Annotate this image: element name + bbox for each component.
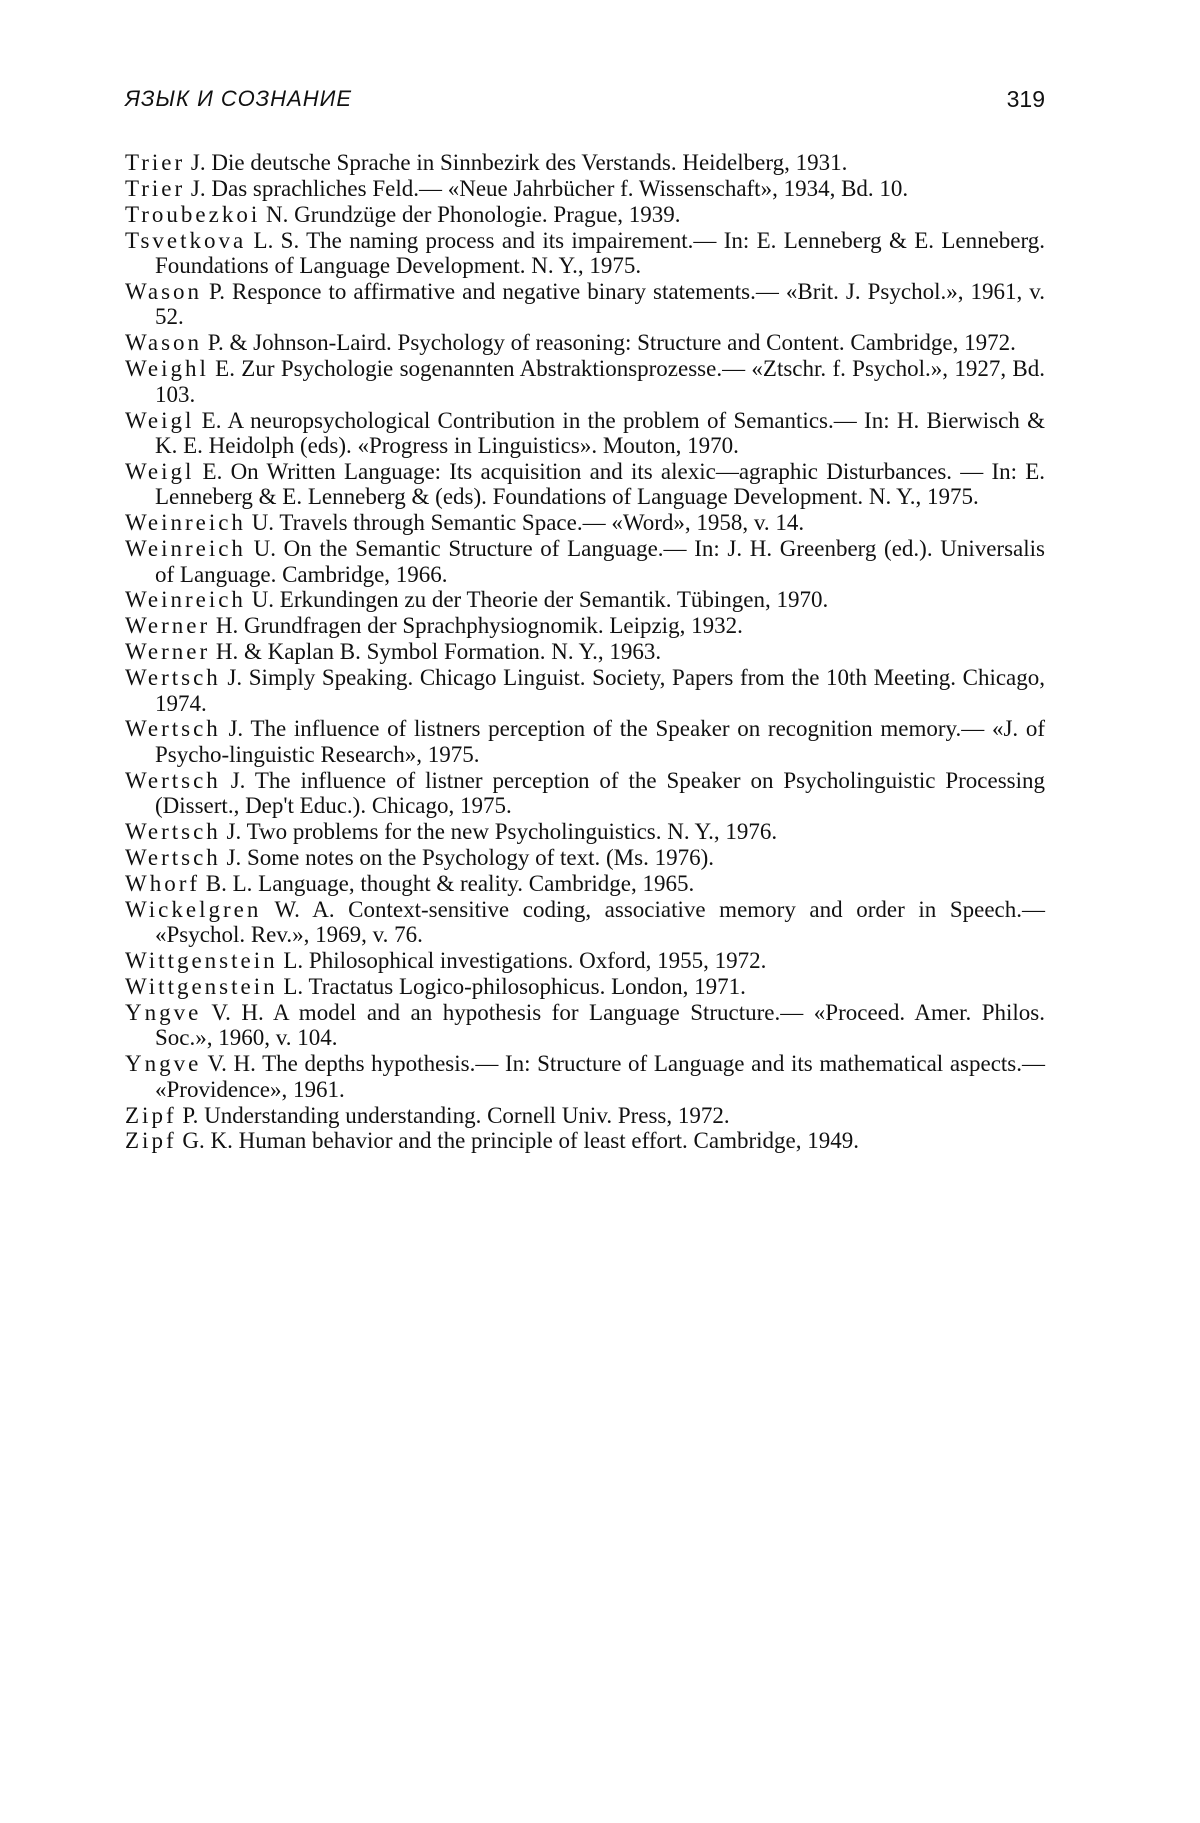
entry-text: W. A. Context-sensitive coding, associative memory and order in Speech.— «Psychol. Rev.», 1969, v. 76. — [155, 896, 1045, 948]
bibliography-entry — [125, 974, 1045, 999]
bibliography-entry — [125, 536, 1045, 587]
bibliography-entry — [125, 150, 1045, 175]
bibliography-entry — [125, 871, 1045, 896]
entry-author: Weinreich — [125, 536, 246, 562]
bibliography-entry — [125, 639, 1045, 664]
entry-author: Werner — [125, 639, 211, 665]
entry-author: Wittgenstein — [125, 948, 278, 974]
entry-author: Trier — [125, 150, 186, 175]
bibliography-entry — [125, 408, 1045, 459]
bibliography-entry — [125, 279, 1045, 330]
bibliography-entry — [125, 176, 1045, 201]
entry-text: N. Grundzüge der Phonologie. Prague, 1939. — [260, 201, 681, 227]
entry-text: P. Understanding understanding. Cornell Univ. Press, 1972. — [176, 1102, 730, 1128]
entry-author: Tsvetkova — [125, 227, 247, 253]
entry-author: Zipf — [125, 1128, 177, 1154]
bibliography-entry — [125, 202, 1045, 227]
entry-author: Yngve — [125, 1051, 202, 1077]
entry-text: L. Philosophical investigations. Oxford, 1955, 1972. — [277, 948, 767, 974]
bibliography-entry — [125, 819, 1045, 844]
entry-author: Wason — [125, 330, 203, 356]
entry-text: L. S. The naming process and its impairement.— In: E. Lenneberg & E. Lenneberg. Foundations of Language Development. N. Y., 1975. — [155, 227, 1045, 279]
entry-text: U. Erkundingen zu der Theorie der Semantik. Tübingen, 1970. — [245, 587, 829, 613]
bibliography-entry — [125, 1051, 1045, 1102]
entry-author: Weinreich — [125, 587, 246, 613]
bibliography-entry — [125, 459, 1045, 510]
bibliography-entry — [125, 1128, 1045, 1153]
entry-author: Weigl — [125, 458, 195, 484]
entry-text: E. A neuropsychological Contribution in the problem of Semantics.— In: H. Bierwisch & K. E. Heidolph (eds). «Progress in Linguistics». Mouton, 1970. — [155, 407, 1045, 458]
entry-author: Zipf — [125, 1102, 177, 1128]
entry-text: B. L. Language, thought & reality. Cambridge, 1965. — [200, 870, 695, 896]
entry-text: V. H. The depths hypothesis.— In: Structure of Language and its mathematical aspects.— «Providence», 1961. — [155, 1051, 1045, 1102]
entry-text: E. On Written Language: Its acquisition and its alexic—agraphic Disturbances. — In: E. Lenneberg & E. Lenneberg & (eds). Foundations of Language Development. N. Y., 1975. — [155, 458, 1045, 510]
bibliography-entry — [125, 613, 1045, 638]
entry-author: Wertsch — [125, 665, 221, 691]
entry-author: Weinreich — [125, 510, 246, 536]
bibliography-entry — [125, 665, 1045, 716]
entry-author: Whorf — [125, 870, 201, 896]
entry-text: P. & Johnson-Laird. Psychology of reasoning: Structure and Content. Cambridge, 1972. — [202, 330, 1016, 356]
entry-author: Wickelgren — [125, 896, 262, 922]
entry-author: Werner — [125, 613, 211, 639]
bibliography-entry — [125, 510, 1045, 535]
bibliography-entry — [125, 1000, 1045, 1051]
entry-text: J. Two problems for the new Psycholinguistics. N. Y., 1976. — [220, 819, 778, 845]
entry-author: Wertsch — [125, 767, 221, 793]
entry-text: J. Some notes on the Psychology of text. (Ms. 1976). — [220, 844, 714, 870]
entry-text: J. Das sprachliches Feld.— «Neue Jahrbücher f. Wissenschaft», 1934, Bd. 10. — [185, 175, 909, 201]
entry-author: Yngve — [125, 999, 202, 1025]
entry-text: V. H. A model and an hypothesis for Language Structure.— «Proceed. Amer. Philos. Soc.», 1960, v. 104. — [155, 999, 1045, 1051]
entry-text: J. The influence of listner perception of the Speaker on Psycholinguistic Processing (Dissert., Dep't Educ.). Chicago, 1975. — [155, 767, 1045, 819]
bibliography-entry — [125, 716, 1045, 767]
bibliography-entry — [125, 587, 1045, 612]
entry-author: Troubezkoi — [125, 201, 261, 227]
entry-text: J. Simply Speaking. Chicago Linguist. Society, Papers from the 10th Meeting. Chicago, 1974. — [155, 665, 1045, 716]
entry-text: G. K. Human behavior and the principle of least effort. Cambridge, 1949. — [176, 1128, 859, 1154]
entry-text: J. Die deutsche Sprache in Sinnbezirk des Verstands. Heidelberg, 1931. — [185, 150, 848, 175]
entry-text: U. On the Semantic Structure of Language.— In: J. H. Greenberg (ed.). Universalis of Language. Cambridge, 1966. — [155, 536, 1045, 587]
running-title: ЯЗЫК И СОЗНАНИЕ — [125, 86, 353, 111]
bibliography-entry — [125, 948, 1045, 973]
entry-text: J. The influence of listners perception of the Speaker on recognition memory.— «J. of Psycho-linguistic Research», 1975. — [155, 716, 1045, 767]
entry-author: Weigl — [125, 407, 195, 433]
entry-text: P. Responce to affirmative and negative binary statements.— «Brit. J. Psychol.», 1961, v. 52. — [155, 279, 1045, 330]
bibliography-entry — [125, 768, 1045, 819]
entry-text: L. Tractatus Logico-philosophicus. London, 1971. — [277, 974, 746, 999]
running-head — [125, 86, 1045, 122]
bibliography-entry — [125, 845, 1045, 870]
entry-text: H. & Kaplan B. Symbol Formation. N. Y., 1963. — [210, 639, 662, 665]
bibliography-entry — [125, 228, 1045, 279]
entry-text: H. Grundfragen der Sprachphysiognomik. Leipzig, 1932. — [210, 613, 743, 639]
bibliography-list — [125, 150, 1045, 1154]
bibliography-entry — [125, 897, 1045, 948]
bibliography-entry — [125, 330, 1045, 355]
bibliography-entry — [125, 356, 1045, 407]
entry-author: Weighl — [125, 356, 209, 382]
entry-author: Wertsch — [125, 819, 221, 845]
entry-text: U. Travels through Semantic Space.— «Word», 1958, v. 14. — [245, 510, 805, 536]
entry-author: Wittgenstein — [125, 974, 278, 999]
entry-author: Trier — [125, 175, 186, 201]
entry-author: Wertsch — [125, 716, 221, 742]
entry-author: Wason — [125, 279, 203, 305]
bibliography-entry — [125, 1103, 1045, 1128]
page-number: 319 — [1006, 86, 1045, 112]
entry-author: Wertsch — [125, 844, 221, 870]
entry-text: E. Zur Psychologie sogenannten Abstraktionsprozesse.— «Ztschr. f. Psychol.», 1927, Bd. 103. — [155, 356, 1045, 407]
